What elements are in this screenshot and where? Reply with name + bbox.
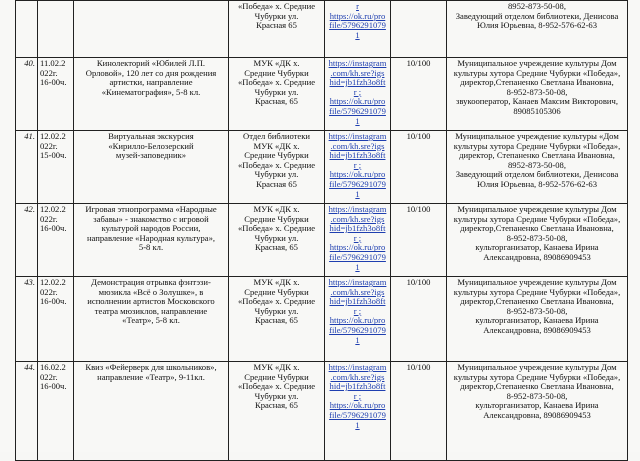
link-text[interactable]: hid=jb1fzh3o8ft xyxy=(329,223,386,234)
text-line: Игровая этнопрограмма «Народные xyxy=(85,204,217,214)
link-text[interactable]: file/5796291079 xyxy=(329,324,386,335)
link-text[interactable]: https://ok.ru/pro xyxy=(329,96,386,107)
link-text[interactable]: file/5796291079 xyxy=(329,409,386,420)
text-line: «Кинематография», 5-8 кл. xyxy=(101,86,201,97)
responsible-contact-cell xyxy=(447,58,628,131)
link-text[interactable]: https://instagram xyxy=(328,131,387,141)
link-text[interactable]: .com/kh.sre?igs xyxy=(330,371,385,382)
text-line: 022г. xyxy=(40,140,58,151)
link-text[interactable]: .com/kh.sre?igs xyxy=(330,286,385,297)
event-place-cell xyxy=(229,362,325,461)
text-line: культуры хутора Средние Чубурки «Победа», xyxy=(453,286,621,297)
events-table-body xyxy=(16,1,628,461)
table-row xyxy=(16,362,628,461)
text-line: Виртуальная экскурсия xyxy=(108,131,194,141)
events-table xyxy=(15,0,628,461)
link-text[interactable]: r ; xyxy=(353,305,362,316)
text-line: МУК «ДК х. xyxy=(253,204,300,214)
table-row xyxy=(16,58,628,131)
event-date-cell xyxy=(38,277,74,362)
text-line: «Победа» х. Средние xyxy=(237,77,316,88)
responsible-contact-cell xyxy=(447,277,628,362)
participants-count-cell xyxy=(391,1,447,58)
table-row xyxy=(16,204,628,277)
text-line: Чубурки ул. xyxy=(254,86,299,97)
text-line: «Победа» х. Средние xyxy=(237,223,316,234)
text-line: культуры хутора Средние Чубурки «Победа», xyxy=(453,140,621,151)
responsible-contact-cell xyxy=(447,362,628,461)
event-place-cell xyxy=(229,277,325,362)
text-line: Кинолекторий «Юбилей Л.П. xyxy=(96,58,206,68)
text-line: Демонстрация отрывка фэнтэзи- xyxy=(91,277,211,287)
link-text[interactable]: .com/kh.sre?igs xyxy=(330,140,385,151)
text-line: Чубурки ул. xyxy=(254,10,299,21)
text-line: Чубурки ул. xyxy=(254,390,299,401)
text-line: Александровна, 89086909453 xyxy=(483,324,591,335)
link-text[interactable]: https://ok.ru/pro xyxy=(329,242,386,253)
link-text[interactable]: hid=jb1fzh3o8ft xyxy=(329,296,386,307)
participants-count-cell: 10/100 xyxy=(391,362,447,461)
event-date-cell xyxy=(38,1,74,58)
text-line: направление «Театр», 9-11кл. xyxy=(97,371,205,382)
text-line: Заведующий отделом библиотеки, Денисова xyxy=(455,10,619,21)
link-text[interactable]: r ; xyxy=(353,232,362,243)
table-row xyxy=(16,131,628,204)
text-line: МУК «ДК х. xyxy=(253,362,300,372)
responsible-contact-cell xyxy=(447,1,628,58)
text-line: культуры хутора Средние Чубурки «Победа», xyxy=(453,371,621,382)
link-text[interactable]: 1 xyxy=(355,29,360,40)
text-line: Средние Чубурки xyxy=(244,286,309,297)
table-row xyxy=(16,277,628,362)
text-line: исполнении артистов Московского xyxy=(87,296,215,307)
text-line: Юлия Юрьевна, 8-952-576-62-63 xyxy=(476,20,598,31)
text-line: Красная, 65 xyxy=(255,242,298,253)
text-line: культорганизатор, Канаева Ирина xyxy=(475,242,599,253)
text-line: культуры хутора Средние Чубурки «Победа», xyxy=(453,213,621,224)
text-line: 8952-873-50-08, xyxy=(508,1,566,11)
text-line: 16-00ч. xyxy=(40,77,67,88)
text-line: Муниципальное учреждение культуры Дом xyxy=(457,277,617,287)
responsible-contact-cell xyxy=(447,204,628,277)
link-text[interactable]: file/5796291079 xyxy=(329,105,386,116)
text-line: Чубурки ул. xyxy=(254,169,299,180)
link-text[interactable]: hid=jb1fzh3o8ft xyxy=(329,77,386,88)
text-line: «Театр», 5-8 кл. xyxy=(122,315,180,326)
event-name-cell xyxy=(74,362,229,461)
text-line: забавы» - знакомство с игровой xyxy=(93,213,209,224)
participants-count-cell: 10/100 xyxy=(391,58,447,131)
text-line: театра мюзиклов, направление xyxy=(94,305,208,316)
text-line: директор,Степаненко Светлана Ивановна, xyxy=(460,77,614,88)
table-row xyxy=(16,1,628,58)
event-date-cell xyxy=(38,131,74,204)
text-line: директор,Степаненко Светлана Ивановна, xyxy=(460,223,614,234)
row-number-cell: 43. xyxy=(16,277,38,362)
link-text[interactable]: https://ok.ru/pro xyxy=(329,400,386,411)
event-links-cell xyxy=(325,204,391,277)
text-line: музей-заповедник» xyxy=(115,150,187,161)
text-line: Красная 65 xyxy=(256,20,297,31)
participants-count-cell: 10/100 xyxy=(391,204,447,277)
participants-count-cell: 10/100 xyxy=(391,131,447,204)
text-line: Заведующий отделом библиотеки, Денисова xyxy=(455,169,619,180)
text-line: Чубурки ул. xyxy=(254,305,299,316)
participants-count-cell: 10/100 xyxy=(391,277,447,362)
text-line: Красная 65 xyxy=(256,178,297,189)
text-line: МУК «ДК х. xyxy=(253,58,300,68)
text-line: 12.02.2 xyxy=(40,131,66,141)
text-line: культуры хутора Средние Чубурки «Победа», xyxy=(453,67,621,78)
event-name-cell xyxy=(74,277,229,362)
text-line: Муниципальное учреждение культуры Дом xyxy=(457,58,617,68)
responsible-contact-cell xyxy=(447,131,628,204)
event-links-cell xyxy=(325,131,391,204)
text-line: 022г. xyxy=(40,67,58,78)
text-line: МУК «ДК х. xyxy=(253,277,300,287)
link-text[interactable]: r ; xyxy=(353,390,362,401)
text-line: Юлия Юрьевна, 8-952-576-62-63 xyxy=(476,178,598,189)
text-line: 89085105306 xyxy=(513,105,561,116)
text-line: Средние Чубурки xyxy=(244,150,309,161)
event-name-cell xyxy=(74,131,229,204)
link-text[interactable]: https://instagram xyxy=(328,58,387,68)
text-line: Средние Чубурки xyxy=(244,213,309,224)
text-line: мюзикла «Всё о Золушке», в xyxy=(98,286,204,297)
text-line: Муниципальное учреждение культуры Дом xyxy=(457,362,617,372)
text-line: 16-00ч. xyxy=(40,381,67,392)
link-text[interactable]: 1 xyxy=(355,419,360,430)
text-line: культурой народов России, xyxy=(101,223,201,234)
text-line: 8-952-873-50-08, xyxy=(506,390,568,401)
event-place-cell xyxy=(229,58,325,131)
event-links-cell xyxy=(325,1,391,58)
event-name-cell xyxy=(74,1,229,58)
event-date-cell xyxy=(38,362,74,461)
row-number-cell: 40. xyxy=(16,58,38,131)
row-number-cell: 42. xyxy=(16,204,38,277)
link-text[interactable]: file/5796291079 xyxy=(329,178,386,189)
text-line: 15-00ч. xyxy=(40,150,67,161)
text-line: МУК «ДК х. xyxy=(253,140,300,151)
link-text[interactable]: r ; xyxy=(353,159,362,170)
text-line: звукооператор, Канаев Максим Викторович, xyxy=(456,96,618,107)
event-links-cell xyxy=(325,277,391,362)
text-line: 16.02.2 xyxy=(40,362,66,372)
text-line: 5-8 кл. xyxy=(138,242,164,253)
event-name-cell xyxy=(74,204,229,277)
text-line: директор,Степаненко Светлана Ивановна, xyxy=(460,381,614,392)
text-line: 8-952-873-50-08, xyxy=(506,86,568,97)
row-number-cell xyxy=(16,1,38,58)
text-line: 8952-873-50-08, xyxy=(508,159,566,170)
text-line: «Победа» х. Средние xyxy=(237,159,316,170)
text-line: направление «Народная культура», xyxy=(86,232,216,243)
link-text[interactable]: https://ok.ru/pro xyxy=(329,169,386,180)
link-text[interactable]: 1 xyxy=(355,115,360,126)
text-line: 11.02.2 xyxy=(40,58,66,68)
link-text[interactable]: hid=jb1fzh3o8ft xyxy=(329,150,386,161)
link-text[interactable]: .com/kh.sre?igs xyxy=(330,67,385,78)
text-line: Муниципальное учреждение культуры «Дом xyxy=(455,131,619,141)
text-line: Александровна, 89086909453 xyxy=(483,251,591,262)
text-line: 022г. xyxy=(40,286,58,297)
link-text[interactable]: https://instagram xyxy=(328,277,387,287)
text-line: 16-00ч. xyxy=(40,223,67,234)
text-line: 12.02.2 xyxy=(40,277,66,287)
link-text[interactable]: file/5796291079 xyxy=(329,251,386,262)
text-line: артистки, направление xyxy=(109,77,193,88)
link-text[interactable]: r ; xyxy=(353,86,362,97)
event-links-cell xyxy=(325,362,391,461)
text-line: «Победа» х. Средние xyxy=(237,296,316,307)
text-line: Муниципальное учреждение культуры Дом xyxy=(457,204,617,214)
link-text[interactable]: 1 xyxy=(355,188,360,199)
text-line: 8-952-873-50-08, xyxy=(506,305,568,316)
text-line: 022г. xyxy=(40,213,58,224)
text-line: Чубурки ул. xyxy=(254,232,299,243)
text-line: Красная, 65 xyxy=(255,315,298,326)
text-line: Квиз «Фейерверк для школьников», xyxy=(85,362,217,372)
link-text[interactable]: https://instagram xyxy=(328,362,387,372)
text-line: «Победа» х. Средние xyxy=(237,1,316,11)
text-line: директор, Степаненко Светлана Ивановна, xyxy=(459,150,615,161)
text-line: 16-00ч. xyxy=(40,296,67,307)
text-line: Средние Чубурки xyxy=(244,67,309,78)
text-line: 022г. xyxy=(40,371,58,382)
text-line: 12.02.2 xyxy=(40,204,66,214)
text-line: 8-952-873-50-08, xyxy=(506,232,568,243)
event-date-cell xyxy=(38,58,74,131)
text-line: Красная, 65 xyxy=(255,400,298,411)
text-line: культорганизатор, Канаева Ирина xyxy=(475,315,599,326)
event-place-cell xyxy=(229,1,325,58)
text-line: Александровна, 89086909453 xyxy=(483,409,591,420)
text-line: Орловой», 120 лет со дня рождения xyxy=(85,67,217,78)
event-place-cell xyxy=(229,131,325,204)
event-place-cell xyxy=(229,204,325,277)
link-text[interactable]: .com/kh.sre?igs xyxy=(330,213,385,224)
link-text[interactable]: https://instagram xyxy=(328,204,387,214)
link-text[interactable]: 1 xyxy=(355,334,360,345)
text-line: Красная, 65 xyxy=(255,96,298,107)
text-line: Средние Чубурки xyxy=(244,371,309,382)
text-line: директор,Степаненко Светлана Ивановна, xyxy=(460,296,614,307)
link-text[interactable]: 1 xyxy=(355,261,360,272)
text-line: Отдел библиотеки xyxy=(242,131,311,141)
event-links-cell xyxy=(325,58,391,131)
row-number-cell: 41. xyxy=(16,131,38,204)
link-text[interactable]: https://ok.ru/pro xyxy=(329,10,386,21)
text-line: «Победа» х. Средние xyxy=(237,381,316,392)
event-date-cell xyxy=(38,204,74,277)
row-number-cell: 44. xyxy=(16,362,38,461)
event-name-cell xyxy=(74,58,229,131)
text-line: «Кирилло-Белозерский xyxy=(108,140,194,151)
link-text[interactable]: file/5796291079 xyxy=(329,20,386,31)
text-line: культорганизатор, Канаева Ирина xyxy=(475,400,599,411)
link-text[interactable]: hid=jb1fzh3o8ft xyxy=(329,381,386,392)
link-text[interactable]: https://ok.ru/pro xyxy=(329,315,386,326)
link-text[interactable]: r xyxy=(356,1,359,11)
